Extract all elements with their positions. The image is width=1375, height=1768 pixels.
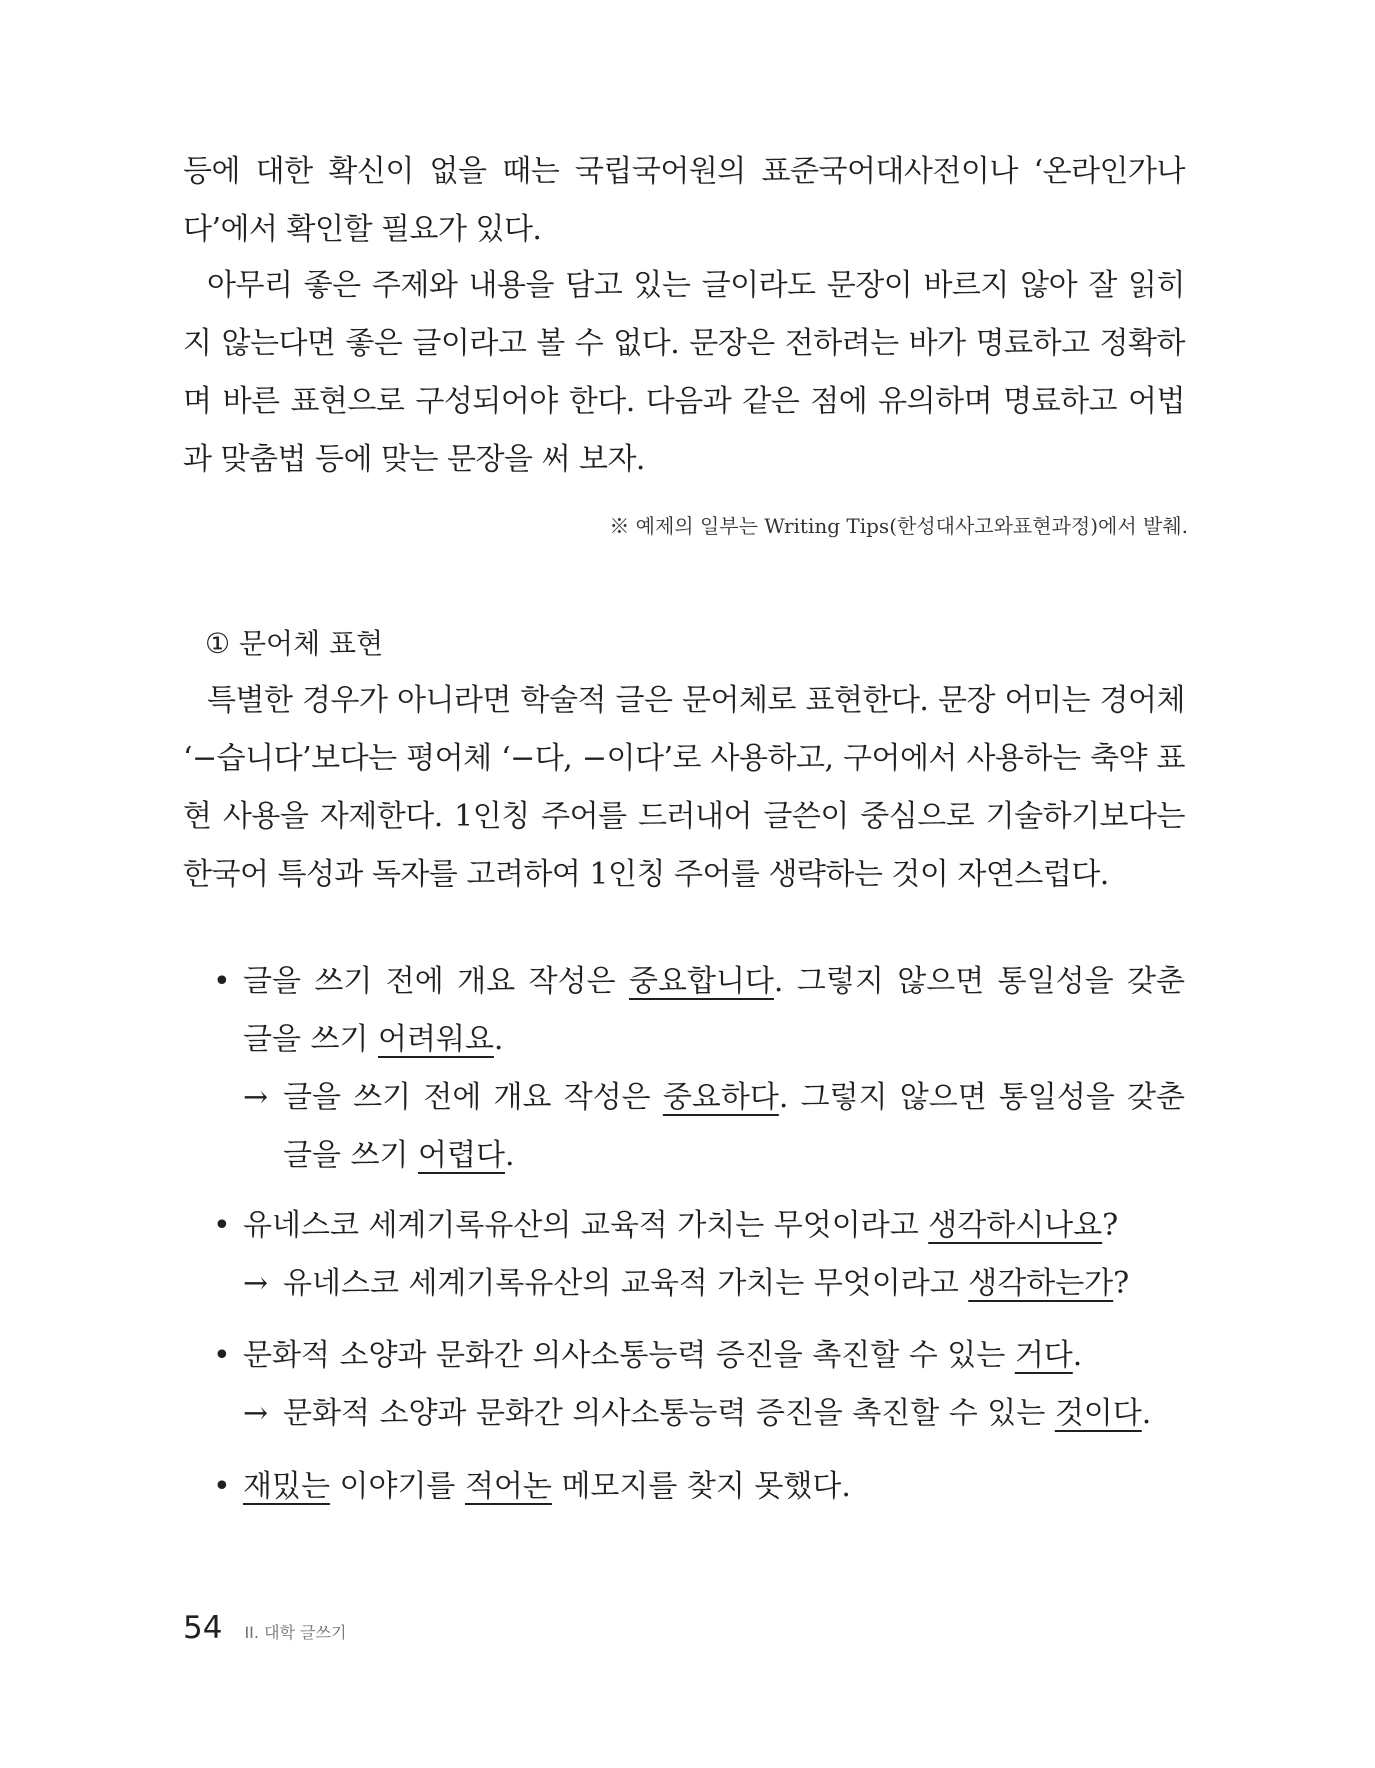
underlined-phrase: 어려워요 [378,1022,494,1057]
page-footer [183,1610,346,1646]
example-item [213,1458,1185,1516]
source-note: ※ 예제의 일부는 Writing Tips(한성대사고와표현과정)에서 발췌. [609,514,1188,538]
revision-text: 유네스코 세계기록유산의 교육적 가치는 무엇이라고 생각하는가? [283,1266,1130,1301]
example-text: 유네스코 세계기록유산의 교육적 가치는 무엇이라고 생각하시나요? [243,1208,1119,1243]
underlined-phrase: 중요하다 [662,1080,779,1115]
revision-item [243,1255,1185,1313]
revision-text: 문화적 소양과 문화간 의사소통능력 증진을 촉진할 수 있는 것이다. [283,1396,1152,1431]
example-item [213,953,1185,1069]
section-heading: ① 문어체 표현 [205,627,384,660]
underlined-phrase: 것이다 [1054,1396,1142,1431]
page-number: 54 [183,1610,223,1646]
underlined-phrase: 재밌는 [243,1469,330,1504]
arrow-right-icon: → [243,1080,269,1115]
revision-item [243,1385,1185,1443]
underlined-phrase: 생각하시나요 [928,1208,1103,1243]
example-text: 문화적 소양과 문화간 의사소통능력 증진을 촉진할 수 있는 거다. [243,1338,1083,1373]
example-item [213,1327,1185,1385]
paragraph-sentence-guidance: 아무리 좋은 주제와 내용을 담고 있는 글이라도 문장이 바르지 않아 잘 읽히지 않는다면 좋은 글이라고 볼 수 없다. 문장은 전하려는 바가 명료하고 정확하며 바른 표현으로 구성되어야 한다. 다음과 같은 점에 유의하며 명료하고 어법과 맞춤법 등에 맞는 문장을 써 보자. [183,268,1186,477]
bullet: • [213,1208,231,1243]
underlined-phrase: 생각하는가 [968,1266,1114,1301]
bullet: • [213,1338,231,1373]
running-section-title: II. 대학 글쓰기 [244,1623,347,1642]
example-text: 재밌는 이야기를 적어논 메모지를 찾지 못했다. [243,1469,851,1504]
arrow-right-icon: → [243,1396,269,1431]
example-item [213,1197,1185,1255]
bullet: • [213,1469,231,1504]
revision-text: 글을 쓰기 전에 개요 작성은 중요하다. 그렇지 않으면 통일성을 갖춘 글을 쓰기 어렵다. [283,1080,1185,1173]
underlined-phrase: 중요합니다 [629,964,774,999]
arrow-right-icon: → [243,1266,269,1301]
paragraph-intro: 등에 대한 확신이 없을 때는 국립국어원의 표준국어대사전이나 ‘온라인가나다’에서 확인할 필요가 있다. [183,154,1185,247]
underlined-phrase: 거다 [1014,1338,1073,1373]
underlined-phrase: 어렵다 [418,1138,505,1173]
underlined-phrase: 적어논 [464,1469,552,1504]
paragraph-written-style: 특별한 경우가 아니라면 학술적 글은 문어체로 표현한다. 문장 어미는 경어체 ‘−습니다’보다는 평어체 ‘−다, −이다’로 사용하고, 구어에서 사용하는 축약 표현 사용을 자제한다. 1인칭 주어를 드러내어 글쓴이 중심으로 기술하기보다는 한국어 특성과 독자를 고려하여 1인칭 주어를 생략하는 것이 자연스럽다. [183,683,1185,892]
revision-item [243,1069,1185,1185]
bullet: • [213,964,231,999]
example-text: 글을 쓰기 전에 개요 작성은 중요합니다. 그렇지 않으면 통일성을 갖춘 글을 쓰기 어려워요. [243,964,1185,1057]
